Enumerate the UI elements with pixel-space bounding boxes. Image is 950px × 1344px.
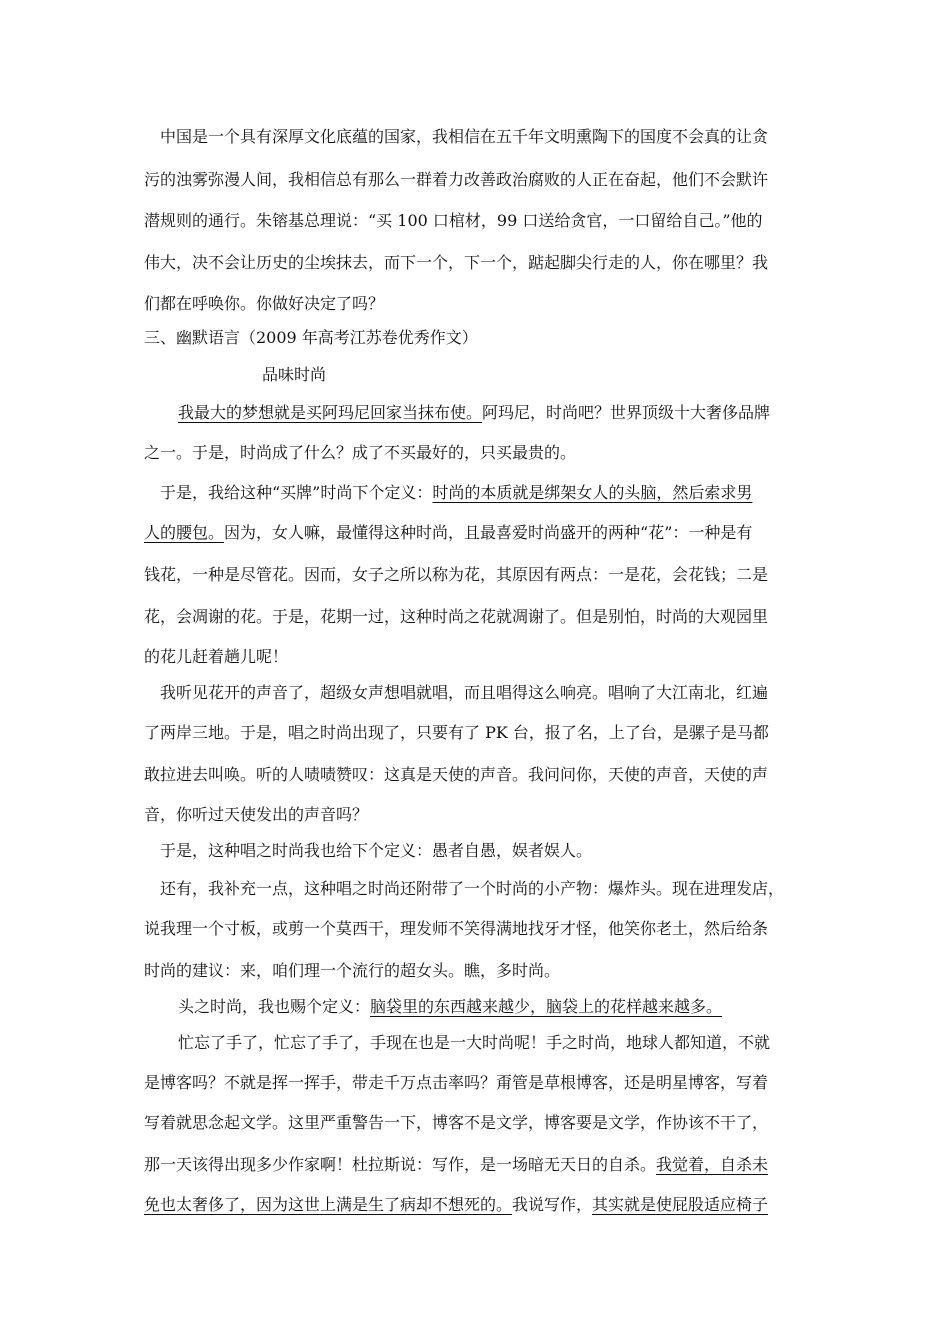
paragraph-line xyxy=(160,482,752,504)
underlined-text: 脑袋里的东西越来越少，脑袋上的花样越来越多。 xyxy=(370,997,723,1016)
paragraph-line: 的花儿赶着趟儿呢！ xyxy=(144,647,289,666)
paragraph-line: 花，会凋谢的花。于是，花期一过，这种时尚之花就凋谢了。但是别怕，时尚的大观园里 xyxy=(144,607,769,626)
paragraph-line: 敢拉进去叫唤。听的人啧啧赞叹：这真是天使的声音。我问问你，天使的声音，天使的声 xyxy=(144,765,769,784)
paragraph-line: 说我理一个寸板，或剪一个莫西干，理发师不笑得满地找牙才怪，他笑你老土，然后给条 xyxy=(144,919,769,938)
paragraph-line: 是博客吗？不就是挥一挥手，带走千万点击率吗？甭管是草根博客，还是明星博客，写着 xyxy=(144,1073,769,1092)
text-span: 于是，我给这种“买牌”时尚下个定义： xyxy=(160,483,433,502)
paragraph-line: 时尚的建议：来，咱们理一个流行的超女头。瞧，多时尚。 xyxy=(144,961,561,980)
paragraph-line xyxy=(144,1154,768,1176)
underlined-text: 其实就是使屁股适应椅子 xyxy=(592,1195,769,1214)
text-span: 我说写作， xyxy=(512,1195,593,1214)
paragraph-line: 还有，我补充一点，这种唱之时尚还附带了一个时尚的小产物：爆炸头。现在进理发店， xyxy=(160,879,785,898)
paragraph-line: 了两岸三地。于是，唱之时尚出现了，只要有了 PK 台，报了名，上了台，是骡子是马都 xyxy=(144,723,769,742)
essay-title: 品味时尚 xyxy=(262,365,327,384)
underlined-text: 免也太奢侈了，因为这世上满是生了病却不想死的。 xyxy=(144,1195,513,1214)
underlined-text: 我觉着，自杀未 xyxy=(656,1155,769,1174)
paragraph-line xyxy=(144,522,752,544)
paragraph-line: 我听见花开的声音了，超级女声想唱就唱，而且唱得这么响亮。唱响了大江南北，红遍 xyxy=(160,683,769,702)
text-span: 因为，女人嘛，最懂得这种时尚，且最喜爱时尚盛开的两种“花”：一种是有 xyxy=(224,523,753,542)
text-span: 那一天该得出现多少作家啊！杜拉斯说：写作，是一场暗无天日的自杀。 xyxy=(144,1155,657,1174)
paragraph-line: 污的浊雾弥漫人间，我相信总有那么一群着力改善政治腐败的人正在奋起，他们不会默许 xyxy=(144,170,769,189)
paragraph-line: 潜规则的通行。朱镕基总理说：“买 100 口棺材，99 口送给贪官，一口留给自己。”他的 xyxy=(144,211,763,230)
underlined-text: 时尚的本质就是绑架女人的头脑，然后索求男 xyxy=(432,483,753,502)
underlined-text: 人的腰包。 xyxy=(144,523,225,542)
paragraph-line: 之一。于是，时尚成了什么？成了不买最好的，只买最贵的。 xyxy=(144,443,577,462)
paragraph-line: 钱花，一种是尽管花。因而，女子之所以称为花，其原因有两点：一是花，会花钱；二是 xyxy=(144,565,769,584)
paragraph-line: 忙忘了手了，忙忘了手了，手现在也是一大时尚呢！手之时尚，地球人都知道，不就 xyxy=(178,1033,771,1052)
paragraph-line xyxy=(178,402,770,424)
text-span: 头之时尚，我也赐个定义： xyxy=(178,997,371,1016)
text-span: 阿玛尼，时尚吧？世界顶级十大奢侈品牌 xyxy=(482,403,771,422)
paragraph-line: 于是，这种唱之时尚我也给下个定义：愚者自愚，娱者娱人。 xyxy=(160,841,593,860)
paragraph-line: 音，你听过天使发出的声音吗？ xyxy=(144,805,369,824)
paragraph-line xyxy=(178,996,722,1018)
paragraph-line xyxy=(144,1194,768,1216)
paragraph-line: 中国是一个具有深厚文化底蕴的国家，我相信在五千年文明熏陶下的国度不会真的让贪 xyxy=(160,127,769,146)
section-heading: 三、幽默语言（2009 年高考江苏卷优秀作文） xyxy=(144,328,478,347)
paragraph-line: 伟大，决不会让历史的尘埃抹去，而下一个，下一个，踮起脚尖行走的人，你在哪里？我 xyxy=(144,253,769,272)
paragraph-line: 们都在呼唤你。你做好决定了吗？ xyxy=(144,294,385,313)
underlined-text: 我最大的梦想就是买阿玛尼回家当抹布使。 xyxy=(178,403,483,422)
paragraph-line: 写着就思念起文学。这里严重警告一下，博客不是文学，博客要是文学，作协该不干了， xyxy=(144,1113,769,1132)
